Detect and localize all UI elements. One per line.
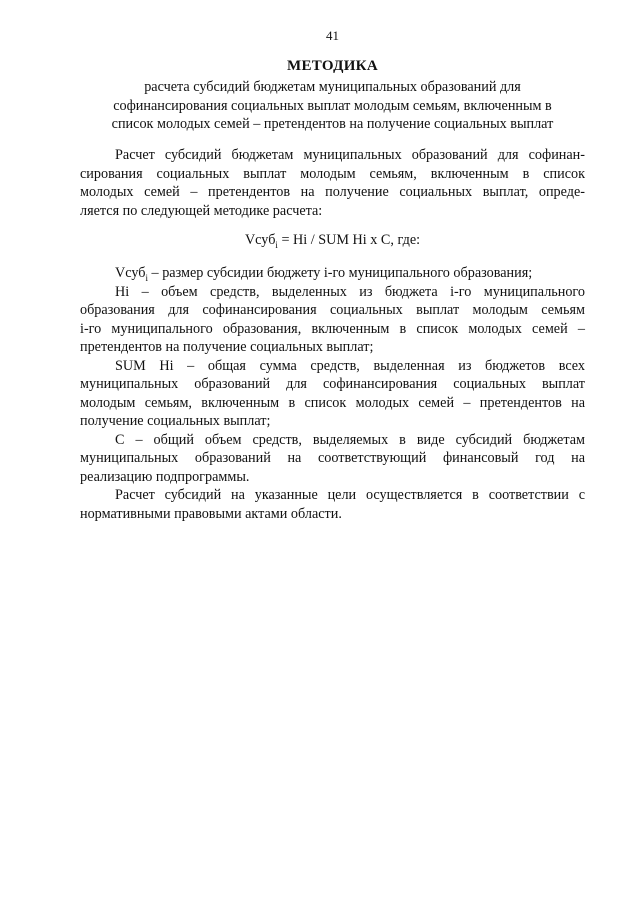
paragraph-line: Hi – объем средств, выделенных из бюджета i-го муниципального [115, 283, 585, 300]
formula-lhs-subscript: i [275, 239, 278, 250]
paragraph-line: муниципальных образований на соответствующий финансовый год на [80, 450, 585, 466]
definition-term-subscript: i [145, 272, 148, 283]
paragraph-line: молодых семей – претендентов на получение социальных выплат, опреде- [80, 184, 585, 200]
paragraph-line: муниципальных образований для софинансирования социальных выплат [80, 376, 585, 392]
subtitle-line: список молодых семей – претендентов на получение социальных выплат [111, 116, 554, 132]
paragraph-line: SUM Hi – общая сумма средств, выделенная из бюджетов всех [115, 357, 585, 374]
paragraph-line: i-го муниципального образования, включенным в список молодых семей – [80, 320, 585, 337]
paragraph-line: Расчет субсидий на указанные цели осуществляется в соответствии с [115, 487, 585, 503]
subtitle-line: софинансирования социальных выплат молодым семьям, включенным в [113, 97, 552, 114]
definition-text: – размер субсидии бюджету i-го муниципального образования; [148, 265, 533, 281]
paragraph-line: получение социальных выплат; [80, 413, 271, 429]
definition-term: Vсуб [115, 265, 146, 281]
paragraph-line: молодым семьям, включенным в список молодых семей – претендентов на [80, 394, 585, 411]
final-paragraph [80, 486, 585, 523]
paragraph-line: нормативными правовыми актами области. [80, 505, 342, 522]
paragraph-line: претендентов на получение социальных выплат; [80, 339, 374, 355]
paragraph-line: образования для софинансирования социальных выплат молодым семьям [80, 302, 585, 318]
page-number: 41 [326, 28, 339, 43]
subtitle-line: расчета субсидий бюджетам муниципальных образований для [144, 79, 521, 95]
paragraph-line: Расчет субсидий бюджетам муниципальных образований для софинан- [115, 147, 585, 163]
paragraph-line: реализацию подпрограммы. [80, 468, 250, 485]
document-subtitle [80, 78, 585, 134]
paragraph-line: ляется по следующей методике расчета: [80, 202, 323, 219]
definition-sum-hi [80, 357, 585, 431]
document-heading: МЕТОДИКА [287, 58, 378, 74]
intro-paragraph [80, 146, 585, 220]
formula-lhs: Vсуб [244, 232, 276, 248]
formula-rhs: = Hi / SUM Hi x C, где: [277, 232, 421, 248]
definition-c [80, 431, 585, 487]
definition-hi [80, 283, 585, 357]
paragraph-line: сирования социальных выплат молодым семьям, включенным в список [80, 165, 585, 182]
paragraph-line: C – общий объем средств, выделяемых в виде субсидий бюджетам [115, 431, 585, 448]
formula [80, 232, 585, 250]
